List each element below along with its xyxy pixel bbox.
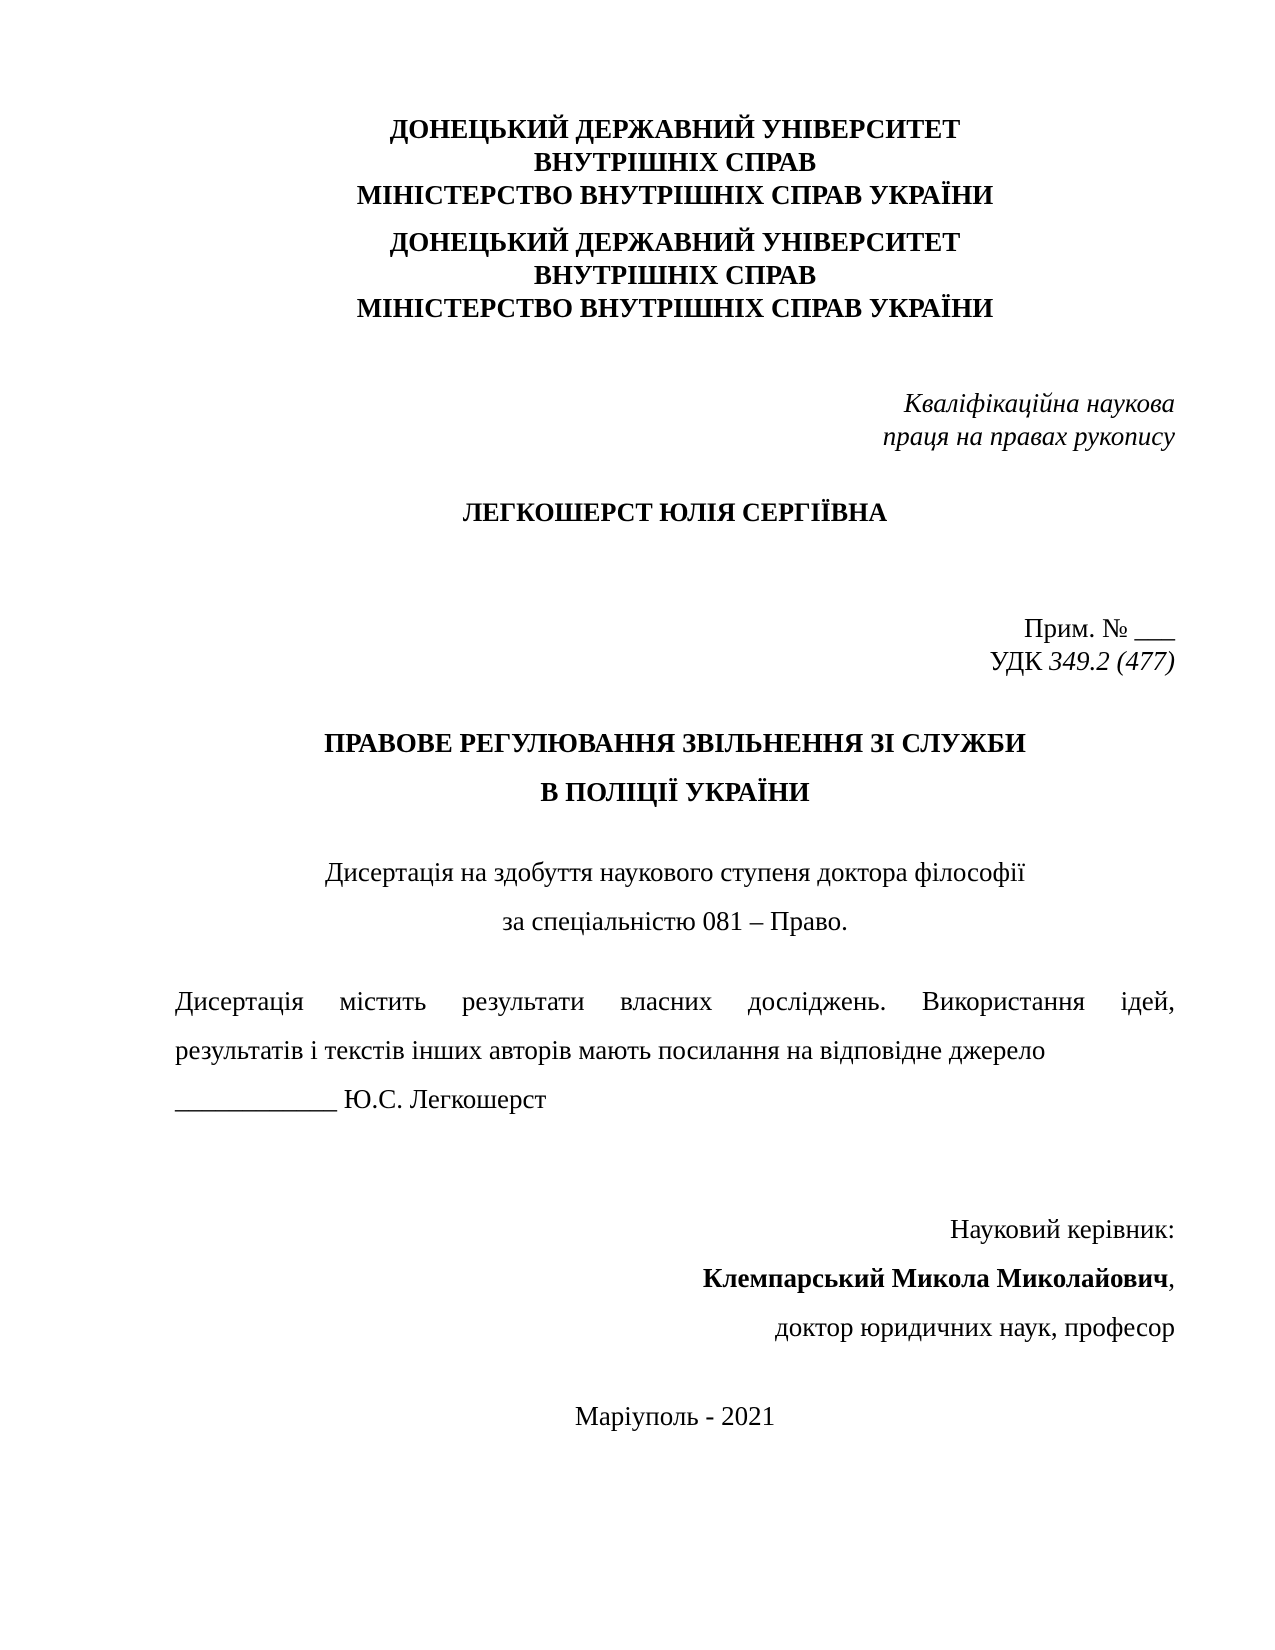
ministry-line: МІНІСТЕРСТВО ВНУТРІШНІХ СПРАВ УКРАЇНИ — [356, 180, 994, 210]
institution-line-1: ДОНЕЦЬКИЙ ДЕРЖАВНИЙ УНІВЕРСИТЕТ — [389, 227, 961, 257]
institution-line-1: ДОНЕЦЬКИЙ ДЕРЖАВНИЙ УНІВЕРСИТЕТ — [389, 114, 961, 144]
supervisor-name: Клемпарський Микола Миколайович — [702, 1263, 1169, 1293]
dissertation-title-line-2: В ПОЛІЦІЇ УКРАЇНИ — [540, 777, 810, 807]
author-name — [175, 497, 1175, 529]
institution-block-2 — [175, 226, 1175, 325]
supervisor-degree: доктор юридичних наук, професор — [775, 1312, 1175, 1342]
statement-line-1: Дисертація містить результати власних досліджень. Використання ідей, — [175, 986, 1175, 1016]
copy-info — [175, 612, 1175, 678]
supervisor-block — [175, 1205, 1175, 1352]
institution-line-2: ВНУТРІШНІХ СПРАВ — [533, 260, 817, 290]
place-year — [175, 1400, 1175, 1433]
udc-label: УДК — [989, 646, 1050, 676]
manuscript-note — [175, 387, 1175, 453]
manuscript-note-line-2: праця на правах рукопису — [882, 421, 1175, 451]
dissertation-title-line-1: ПРАВОВЕ РЕГУЛЮВАННЯ ЗВІЛЬНЕННЯ ЗІ СЛУЖБИ — [324, 728, 1026, 758]
ministry-line: МІНІСТЕРСТВО ВНУТРІШНІХ СПРАВ УКРАЇНИ — [356, 293, 994, 323]
statement-line-2: результатів і текстів інших авторів мають посилання на відповідне джерело — [175, 1035, 1046, 1065]
copy-number: Прим. № ___ — [1023, 613, 1175, 643]
originality-statement — [175, 977, 1175, 1124]
supervisor-label: Науковий керівник: — [950, 1214, 1175, 1244]
institution-block-1 — [175, 113, 1175, 212]
dissertation-title — [175, 719, 1175, 817]
supervisor-name-comma: , — [1168, 1263, 1175, 1293]
signature-line: ____________ Ю.С. Легкошерст — [175, 1084, 547, 1114]
dissertation-type-line-1: Дисертація на здобуття наукового ступеня доктора філософії — [324, 857, 1026, 887]
udc-code — [175, 645, 1175, 678]
manuscript-note-line-1: Кваліфікаційна наукова — [903, 388, 1175, 418]
supervisor-name-line — [175, 1254, 1175, 1303]
institution-line-2: ВНУТРІШНІХ СПРАВ — [533, 147, 817, 177]
dissertation-type-line-2: за спеціальністю 081 – Право. — [502, 906, 848, 936]
udc-value: 349.2 (477) — [1049, 646, 1175, 676]
place-year-text: Маріуполь - 2021 — [574, 1401, 776, 1431]
author-name-text: ЛЕГКОШЕРСТ ЮЛІЯ СЕРГІЇВНА — [462, 498, 888, 527]
dissertation-type — [175, 848, 1175, 946]
